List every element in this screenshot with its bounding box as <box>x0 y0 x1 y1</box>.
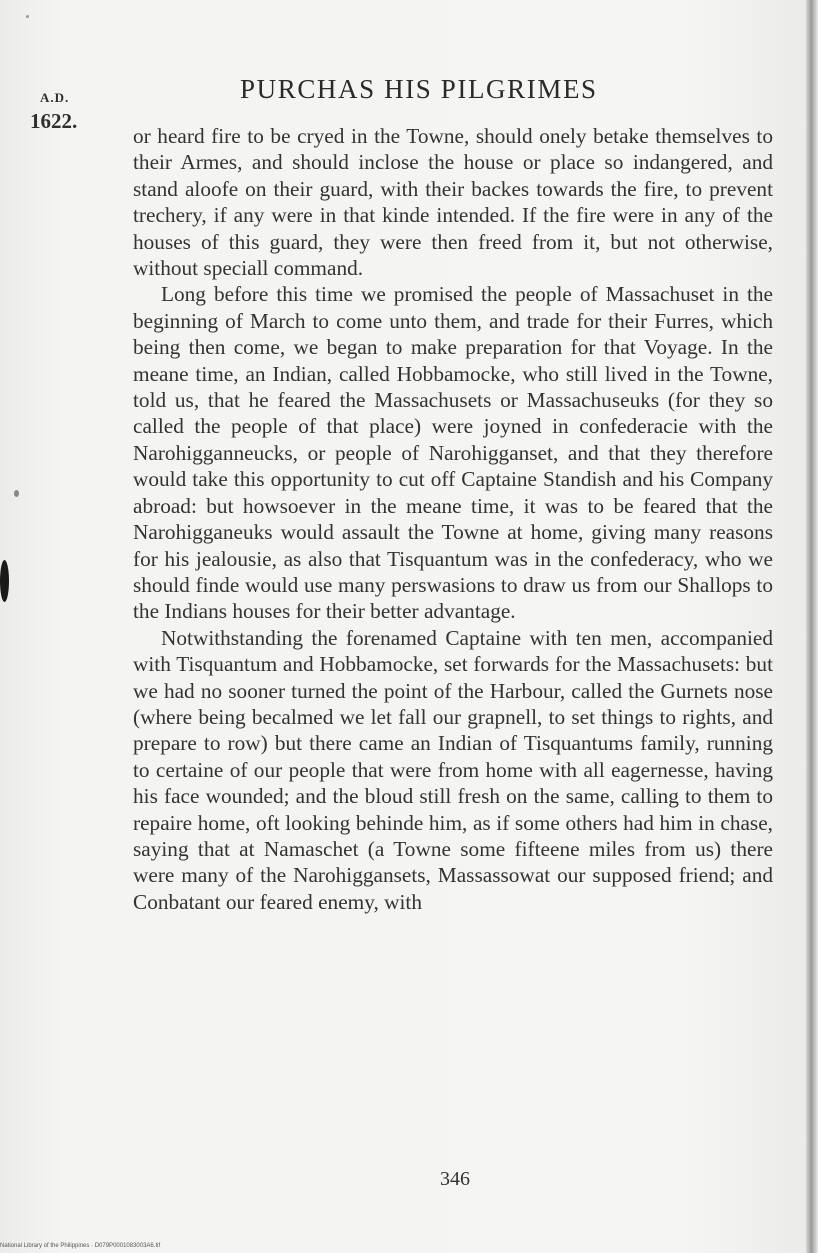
paragraph-3: Notwithstanding the forenamed Captaine with ten men, accompanied with Tisquantum and Hobbamocke, set forwards for the Massachusets: but we had no sooner turned the point of the Harbour, called the Gurnets nose (where being becalmed we let fall our grapnell, to set things to rights, and prepare to row) but there came an Indian of Tisquantums family, running to certaine of our people that were from home with all eagernesse, having his face wounded; and the bloud still fresh on the same, calling to them to repaire home, oft looking behinde him, as if some others had him in chase, saying that at Namaschet (a Towne some fifteene miles from us) there were many of the Narohiggansets, Massassowat our supposed friend; and Conbatant our feared enemy, with <box>133 625 773 914</box>
margin-era: A.D. <box>40 90 70 105</box>
body-text <box>133 123 773 915</box>
scan-footer: National Library of the Philippines · D079P0001083003A6.tif <box>0 1243 161 1249</box>
paragraph-2: Long before this time we promised the people of Massachuset in the beginning of March to come unto them, and trade for their Furres, which being then come, we began to make preparation for that Voyage. In the meane time, an Indian, called Hobbamocke, who still lived in the Towne, told us, that he feared the Massachusets or Massachuseuks (for they so called the people of that place) were joyned in confederacie with the Narohigganneucks, or people of Narohigganset, and that they therefore would take this opportunity to cut off Captaine Standish and his Company abroad: but howsoever in the meane time, it was to be feared that the Narohigganeuks would assault the Towne at home, giving many reasons for his jealousie, as also that Tisquantum was in the confederacy, who we should finde would use many perswasions to draw us from our Shallops to the Indians houses for their better advantage. <box>133 282 773 624</box>
margin-year: 1622. <box>30 109 78 133</box>
paragraph-1: or heard fire to be cryed in the Towne, should onely betake themselves to their Armes, and should inclose the house or place so indangered, and stand aloofe on their guard, with their backes towards the fire, to prevent trechery, if any were in that kinde intended. If the fire were in any of the houses of this guard, they were then freed from it, but not otherwise, without speciall command. <box>133 124 773 281</box>
margin-date-note <box>30 90 100 134</box>
page-spine-shadow <box>806 0 818 1253</box>
scan-blemish <box>0 560 9 602</box>
scan-speck <box>14 490 19 497</box>
scan-speck <box>26 15 29 18</box>
running-head: PURCHAS HIS PILGRIMES <box>240 74 598 104</box>
page-number: 346 <box>440 1168 470 1190</box>
